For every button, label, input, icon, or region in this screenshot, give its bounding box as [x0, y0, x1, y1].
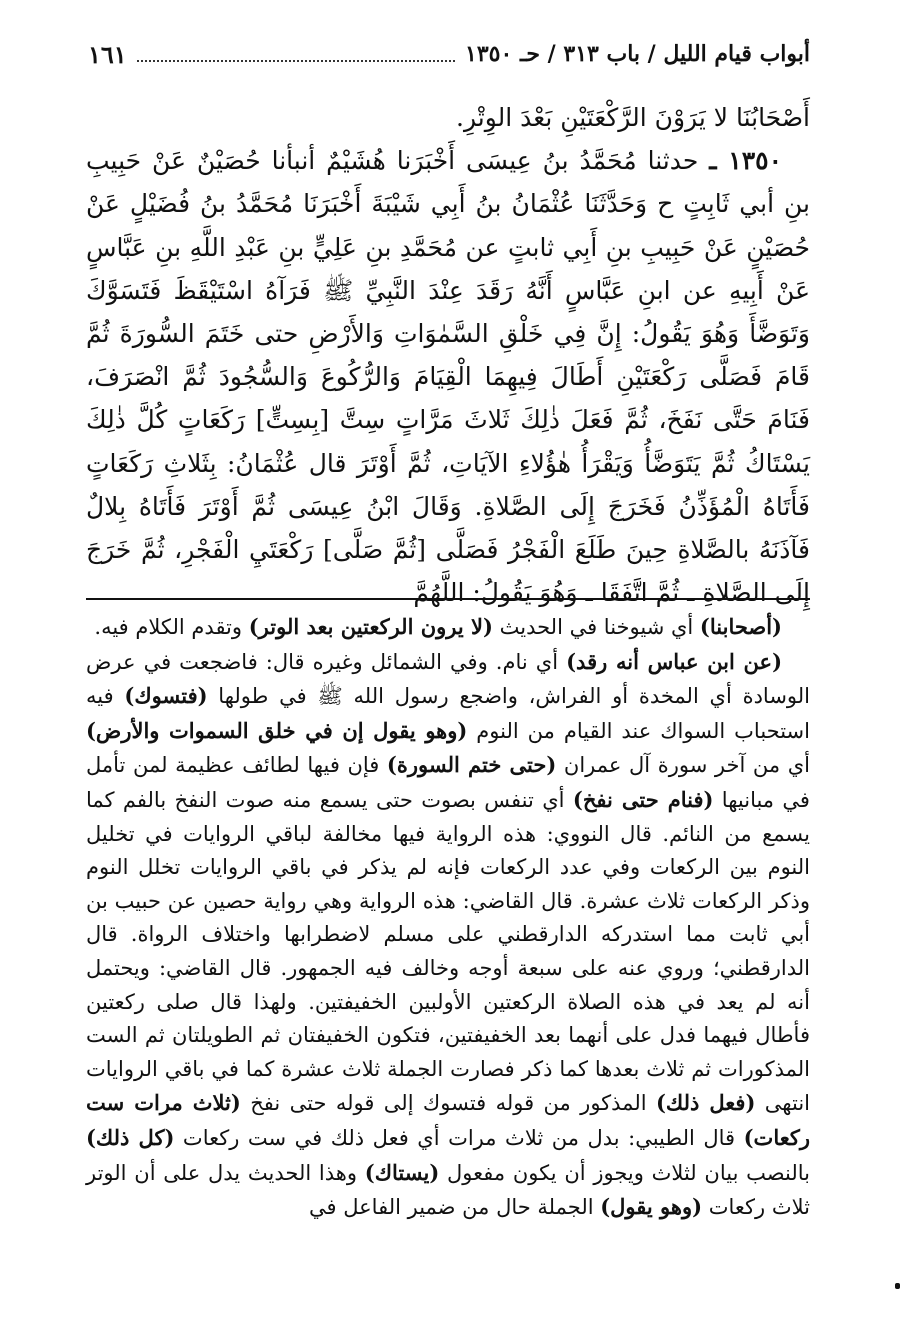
commentary-term: (كل ذلك) [86, 1124, 175, 1150]
commentary-text: الجملة حال من ضمير الفاعل في [309, 1195, 601, 1220]
commentary-text: أي من آخر سورة آل عمران [556, 753, 811, 778]
commentary-term: (عن ابن عباس أنه رقد) [566, 648, 783, 674]
commentary-text: أي شيوخنا في الحديث [492, 615, 700, 639]
commentary-term: (أصحابنا) [699, 614, 782, 639]
commentary-text: وهذا الحديث يدل على أن الوتر ثلاث ركعات [86, 1160, 810, 1220]
commentary-term: (حتى ختم السورة) [386, 752, 557, 778]
header-dotted-leader [137, 46, 455, 62]
hadith-number: ١٣٥٠ ـ [709, 146, 782, 176]
hadith-body: حدثنا مُحَمَّدُ بنُ عِيسَى أَخْبَرَنا هُشَيْمٌ أنبأنا حُصَيْنٌ عَنْ حَبِيبِ بنِ أبي ثَابِتٍ ح وَحَدَّثَنَا عُثْمَانُ بنُ أَبِي شَيْبَةَ أَخْبَرَنَا مُحَمَّدُ بنُ فُضَيْلٍ عَنْ حُصَيْنٍ عَنْ حَبِيبِ بنِ أَبِي ثابتٍ عن مُحَمَّدِ بنِ عَلِيٍّ بنِ عَبْدِ اللَّهِ بنِ عَبَّاسٍ عَنْ أَبِيهِ عن ابنِ عَبَّاسٍ أَنَّهُ رَقَدَ عِنْدَ النَّبِيِّ ﷺ فَرَآهُ اسْتَيْقَظَ فَتَسَوَّكَ وَتَوَضَّأَ وَهُوَ يَقُولُ: إِنَّ فِي خَلْقِ السَّمٰوَاتِ وَالأَرْضِ حتى خَتَمَ السُّورَةَ ثُمَّ قَامَ فَصَلَّى رَكْعَتَيْنِ أَطَالَ فِيهِمَا الْقِيَامَ وَالرُّكُوعَ وَالسُّجُودَ ثُمَّ انْصَرَفَ، فَنَامَ حَتَّى نَفَخَ، ثُمَّ فَعَلَ ذٰلِكَ ثَلاثَ مَرَّاتٍ سِتَّ [بِسِتٍّ] رَكَعَاتٍ كُلَّ ذٰلِكَ يَسْتَاكُ ثُمَّ يَتَوَضَّأُ وَيَقْرَأُ هٰؤُلاءِ الآيَاتِ، ثُمَّ أَوْتَرَ قال عُثْمَانُ: بِثَلاثِ رَكَعَاتٍ فَأَتَاهُ الْمُؤَذِّنُ فَخَرَجَ إِلَى الصَّلاةِ. وَقَالَ ابْنُ عِيسَى ثُمَّ أَوْتَرَ فَأَتَاهُ بِلالٌ فَآذَنَهُ بالصَّلاةِ حِينَ طَلَعَ الْفَجْرُ فَصَلَّى [ثُمَّ صَلَّى] رَكْعَتَيِ الْفَجْرِ، ثُمَّ خَرَجَ إِلَى الصَّلاةِ ـ ثُمَّ اتَّفَقَا ـ وَهُوَ يَقُولُ: اللَّهُمَّ [86, 146, 810, 608]
commentary-text: المذكور من قوله فتسوك إلى قوله حتى نفخ [240, 1091, 656, 1116]
running-header [88, 34, 810, 74]
scan-edge-mark [895, 1283, 900, 1289]
commentary-text: وتقدم الكلام فيه. [94, 615, 249, 639]
commentary-text: فإن فيها لطائف عظيمة لمن تأمل في مبانيها [86, 753, 810, 812]
commentary-term: (فنام حتى نفخ) [572, 786, 714, 812]
commentary-text: قال الطيبي: بدل من ثلاث مرات أي فعل ذلك في ست ركعات [174, 1125, 744, 1150]
hadith-text-block [86, 96, 810, 614]
page-number: ١٦١ [88, 39, 127, 69]
header-title: أبواب قيام الليل / باب ٣١٣ / حـ ١٣٥٠ [465, 41, 810, 67]
commentary-term: (فتسوك) [124, 683, 208, 709]
commentary-text: فيه استحباب السواك عند القيام من النوم [86, 684, 810, 743]
commentary-term: (فعل ذلك) [655, 1090, 756, 1116]
commentary-term: (ثلاث مرات ست ركعات) [86, 1090, 810, 1150]
footnote-divider [86, 598, 810, 600]
commentary-term: (لا يرون الركعتين بعد الوتر) [248, 614, 493, 639]
commentary-paragraph-1 [86, 610, 810, 645]
commentary-text: أي نام. وفي الشمائل وغيره قال: فاضجعت في عرض الوسادة أي المخدة أو الفراش، واضجع رسول الله ﷺ في طولها [86, 649, 811, 709]
commentary-text: بالنصب بيان لثلاث ويجوز أن يكون مفعول [439, 1160, 810, 1185]
main-line-1: أَصْحَابُنَا لا يَرَوْنَ الرَّكْعَتَيْنِ بَعْدَ الوِتْرِ. [456, 103, 810, 132]
commentary-paragraph-2 [86, 645, 810, 1225]
commentary-term: (وهو يقول إن في خلق السموات والأرض) [86, 717, 468, 743]
commentary-block [86, 610, 810, 1225]
commentary-term: (يستاك) [364, 1159, 440, 1185]
commentary-text: أي تنفس بصوت حتى يسمع منه صوت النفخ بالفم كما يسمع من النائم. قال النووي: هذه الرواية فيها مخالفة لباقي الروايات في تخليل النوم بين الركعات وفي عدد الركعات فإنه لم يذكر في باقي الروايات تخلل النوم وذكر الركعات ثلاث عشرة. قال القاضي: هذه الرواية وهي رواية حصين عن حبيب بن أبي ثابت مما استدركه الدارقطني على مسلم لاضطرابها واختلاف الرواة. قال الدارقطني؛ وروي عنه على سبعة أوجه وخالف فيه الجمهور. قال القاضي: ويحتمل أنه لم يعد في هذه الصلاة الركعتين الأولبين الخفيفتين. ولهذا قال صلى ركعتين فأطال فيهما فدل على أنهما بعد الخفيفتين، فتكون الخفيفتان ثم الطويلتان ثم الست المذكورات ثم ثلاث بعدها كما ذكر فصارت الجملة ثلاث عشرة كما في باقي الروايات انتهى [86, 787, 811, 1116]
commentary-term: (وهو يقول) [600, 1194, 703, 1220]
hadith-paragraph [86, 139, 810, 614]
